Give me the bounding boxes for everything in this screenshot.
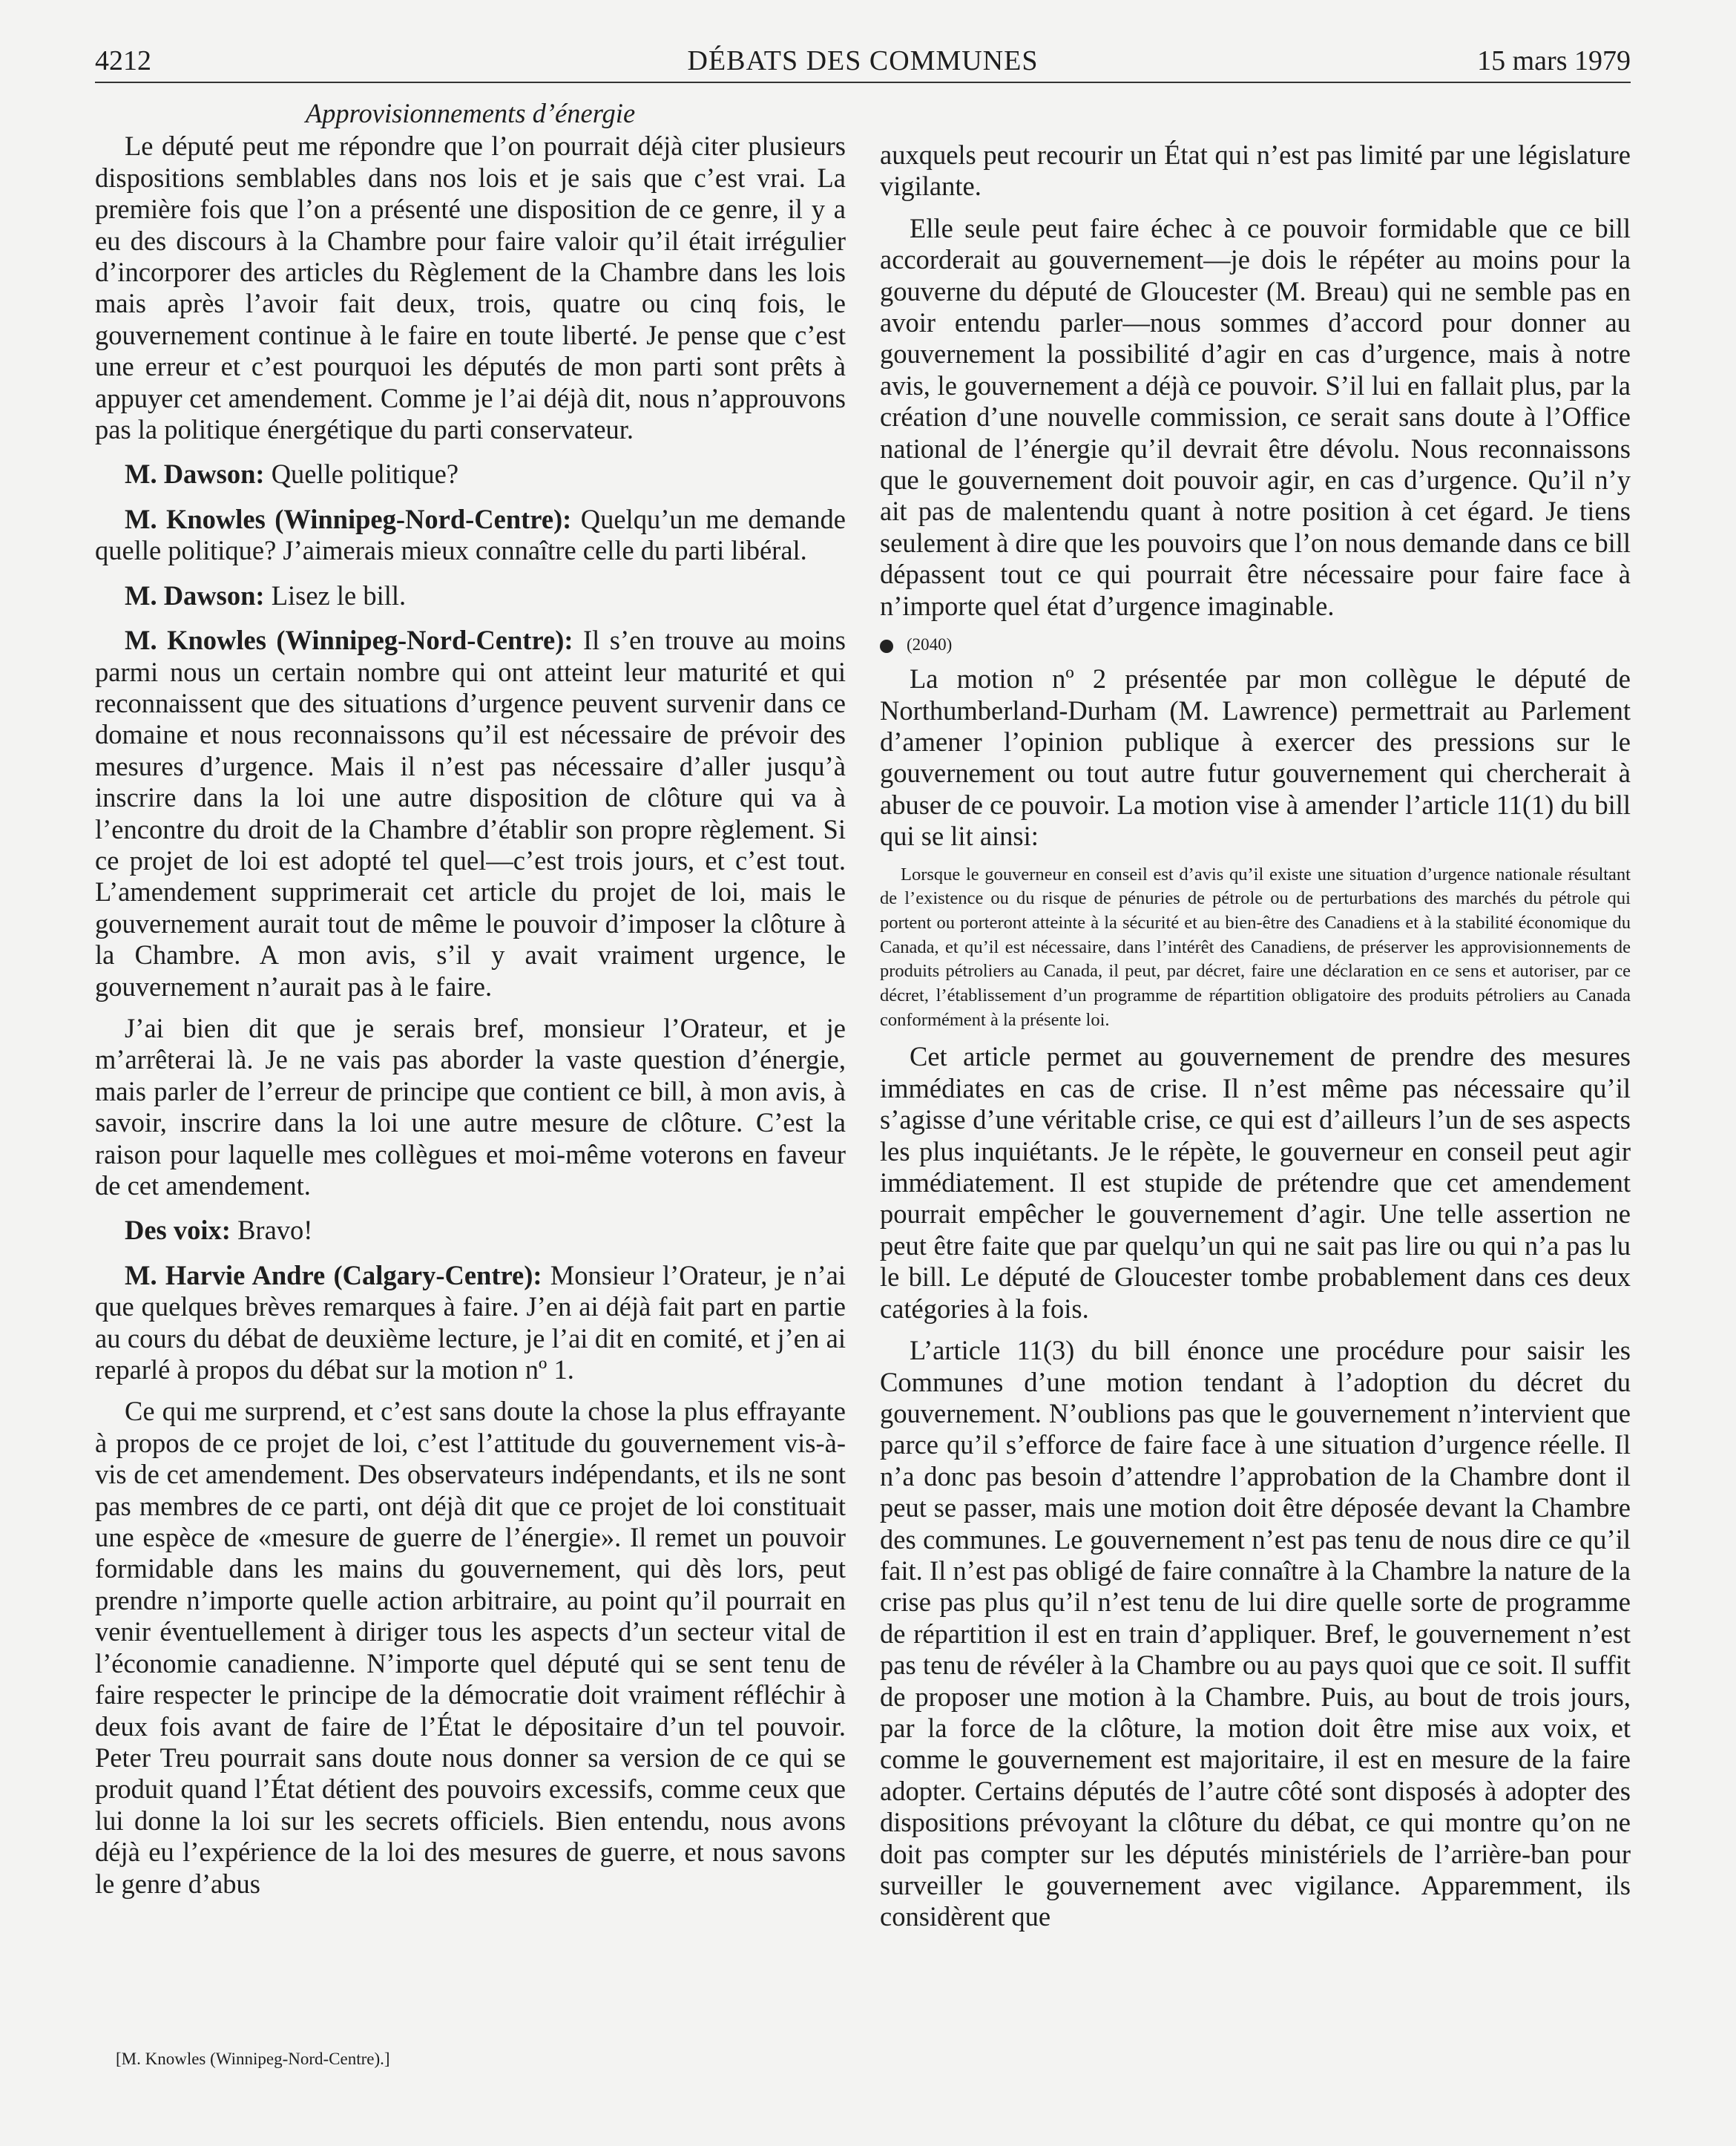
speech-text: Il s’en trouve au moins parmi nous un certain nombre qui ont atteint leur maturité et qui reconnaissent que des situations d’urgence peuvent survenir dans ce domaine et nous reconnaissons qu’il est nécessaire de prévoir des mesures d’urgence. Mais il n’est pas nécessaire d’aller jusqu’à inscrire dans la loi une autre disposition de clôture qui va à l’encontre du droit de la Chambre d’établir son propre règlement. Si ce projet de loi est adopté tel quel—c’est trois jours, et c’est tout. L’amendement supprimerait cet article du projet de loi, mais le gouvernement aurait tout de même le pouvoir d’imposer la clôture à la Chambre. A mon avis, s’il y avait vraiment urgence, le gouvernement n’aurait pas à le faire. <box>95 625 846 1002</box>
left-column <box>95 98 846 1910</box>
header-rule <box>95 82 1631 83</box>
section-subtitle: Approvisionnements d’énergie <box>305 98 636 128</box>
speaker-name: M. Knowles (Winnipeg-Nord-Centre): <box>125 503 572 534</box>
paragraph: Cet article permet au gouvernement de prendre des mesures immédiates en cas de crise. Il n’est même pas nécessaire qu’il s’agisse d’une véritable crise, ce qui est d’ailleurs l’un de ses aspects les plus inquiétants. Je le répète, le gouverneur en conseil peut agir immédiatement. Il est stupide de prétendre que cet amendement pourrait empêcher le gouvernement d’agir. Une telle assertion ne peut être faite que par quelqu’un qui ne sait pas lire ou qui n’a pas lu le bill. Le député de Gloucester tombe probablement dans ces deux catégories à la fois. <box>880 1041 1631 1324</box>
speaker-name: M. Dawson: <box>125 459 265 490</box>
paragraph: L’article 11(3) du bill énonce une procédure pour saisir les Communes d’une motion tendant à l’adoption du décret du gouvernement. N’oublions pas que le gouvernement n’intervient que parce qu’il s’efforce de faire face à une situation d’urgence réelle. Il n’a donc pas besoin d’attendre l’approbation de la Chambre dont il peut se passer, mais une motion doit être déposée devant la Chambre des communes. Le gouvernement n’est pas tenu de nous dire ce qu’il fait. Il n’est pas obligé de faire connaître à la Chambre la nature de la crise pas plus qu’il n’est tenu de lui dire quelle sorte de programme de répartition il est en train d’appliquer. Bref, le gouvernement n’est pas tenu de révéler à la Chambre ou au pays quoi que ce soit. Il suffit de proposer une motion à la Chambre. Puis, au bout de trois jours, par la force de la clôture, la motion doit être mise aux voix, et comme le gouvernement est majoritaire, il est en mesure de la faire adopter. Certains députés de l’autre côté sont disposés à adopter des dispositions prévoyant la clôture du débat, ce qui montre qu’on ne doit pas compter sur les députés ministériels de l’arrière-ban pour surveiller le gouvernement avec vigilance. Apparemment, ils considèrent que <box>880 1335 1631 1932</box>
paragraph: Ce qui me surprend, et c’est sans doute la chose la plus effrayante à propos de ce projet de loi, c’est l’attitude du gouvernement vis-à-vis de cet amendement. Des observateurs indépendants, et ils ne sont pas membres de ce parti, ont déjà dit que ce projet de loi constituait une espèce de «mesure de guerre de l’énergie». Il remet un pouvoir formidable dans les mains du gouvernement, qui dès lors, peut prendre n’importe quelle action arbitraire, au point qu’il pourrait en venir éventuellement à diriger tous les aspects d’un secteur vital de l’économie canadienne. N’importe quel député qui se sent tenu de faire respecter le principe de la démocratie doit vraiment réfléchir à deux fois avant de faire de l’État le dépositaire d’un tel pouvoir. Peter Treu pourrait sans doute nous donner sa version de ce qui se produit quand l’État détient des pouvoirs excessifs, comme ceux que lui donne la loi sur les secrets officiels. Bien entendu, nous avons déjà eu l’expérience de la loi des mesures de guerre, et nous savons le genre d’abus <box>95 1396 846 1899</box>
speaker-name: M. Dawson: <box>125 580 265 611</box>
speech-knowles-1 <box>95 504 846 567</box>
paragraph: J’ai bien dit que je serais bref, monsieur l’Orateur, et je m’arrêterai là. Je ne vais pas aborder la vaste question d’énergie, mais parler de l’erreur de principe que contient ce bill, à mon avis, à savoir, inscrire dans la loi une autre mesure de clôture. C’est la raison pour laquelle mes collègues et moi-même voterons en faveur de cet amendement. <box>95 1012 846 1201</box>
speech-knowles-2 <box>95 625 846 1003</box>
speech-dawson-2 <box>95 580 846 611</box>
speech-voices <box>95 1215 846 1246</box>
speech-text: Lisez le bill. <box>264 580 407 611</box>
speech-dawson-1 <box>95 459 846 490</box>
speech-text: Bravo! <box>230 1215 313 1246</box>
page-number: 4212 <box>95 45 151 76</box>
publication-date: 15 mars 1979 <box>1477 45 1631 76</box>
block-quote: Lorsque le gouverneur en conseil est d’avis qu’il existe une situation d’urgence nationale résultant de l’existence ou du risque de pénuries de pétrole ou de perturbations des marchés du pétrole qui portent ou porteront atteinte à la sécurité et au bien-être des Canadiens et à la stabilité économique du Canada, et qu’il est nécessaire, dans l’intérêt des Canadiens, de préserver les approvisionnements de produits pétroliers au Canada, il peut, par décret, faire une déclaration en ce sens et autoriser, par ce décret, l’établissement d’un programme de répartition obligatoire des produits pétroliers au Canada conformément à la présente loi. <box>880 864 1631 1030</box>
speech-andre <box>95 1260 846 1386</box>
publication-title: DÉBATS DES COMMUNES <box>687 45 1039 76</box>
speaker-name: M. Knowles (Winnipeg-Nord-Centre): <box>125 625 573 656</box>
paragraph: Le député peut me répondre que l’on pourrait déjà citer plusieurs dispositions semblables dans nos lois et je sais que c’est vrai. La première fois que l’on a présenté une disposition de ce genre, il y a eu des discours à la Chambre pour faire valoir qu’il était irrégulier d’incorporer des articles du Règlement de la Chambre dans les lois mais après l’avoir fait deux, trois, quatre ou cinq fois, le gouvernement continue à le faire en toute liberté. Je pense que c’est une erreur et c’est pourquoi les députés de mon parti sont prêts à appuyer cet amendement. Comme je l’ai déjà dit, nous n’approuvons pas la politique énergétique du parti conservateur. <box>95 131 846 445</box>
speaker-name: Des voix: <box>125 1215 231 1246</box>
bullet-icon <box>880 640 893 653</box>
speaker-name: M. Harvie Andre (Calgary-Centre): <box>125 1259 542 1290</box>
time-marker <box>880 632 1631 657</box>
footnote: [M. Knowles (Winnipeg-Nord-Centre).] <box>116 2050 390 2068</box>
time-stamp: (2040) <box>907 635 953 654</box>
speech-text: Quelle politique? <box>264 459 459 490</box>
page-header <box>95 43 1631 79</box>
speech-text: Monsieur l’Orateur, je n’ai que quelques brèves remarques à faire. J’en ai déjà fait part en partie au cours du débat de deuxième lecture, je l’ai dit en comité, et j’en ai reparlé à propos du débat sur la motion nº 1. <box>95 1259 846 1385</box>
paragraph: La motion nº 2 présentée par mon collègue le député de Northumberland-Durham (M. Lawrence) permettrait au Parlement d’amener l’opinion publique à exercer des pressions sur le gouvernement ou tout autre futur gouvernement qui chercherait à abuser de ce pouvoir. La motion vise à amender l’article 11(1) du bill qui se lit ainsi: <box>880 663 1631 852</box>
paragraph-continued: auxquels peut recourir un État qui n’est pas limité par une législature vigilante. <box>880 140 1631 202</box>
right-column <box>880 140 1631 1943</box>
speech-text: Quelqu’un me demande quelle politique? J’aimerais mieux connaître celle du parti libéral. <box>95 503 846 566</box>
paragraph: Elle seule peut faire échec à ce pouvoir formidable que ce bill accorderait au gouvernement—je dois le répéter au moins pour la gouverne du député de Gloucester (M. Breau) qui ne semble pas en avoir entendu parler—nous sommes d’accord pour donner au gouvernement la possibilité d’agir en cas d’urgence, mais à notre avis, le gouvernement a déjà ce pouvoir. S’il lui en fallait plus, par la création d’une nouvelle commission, ce serait sans doute à l’Office national de l’énergie qu’il devrait être dévolu. Nous reconnaissons que le gouvernement doit pouvoir agir, en cas d’urgence. Qu’il n’y ait pas de malentendu quant à notre position à cet égard. Je tiens seulement à dire que les pouvoirs que l’on nous demande dans ce bill dépassent tout ce qui pourrait être nécessaire pour faire face à n’importe quel état d’urgence imaginable. <box>880 212 1631 621</box>
